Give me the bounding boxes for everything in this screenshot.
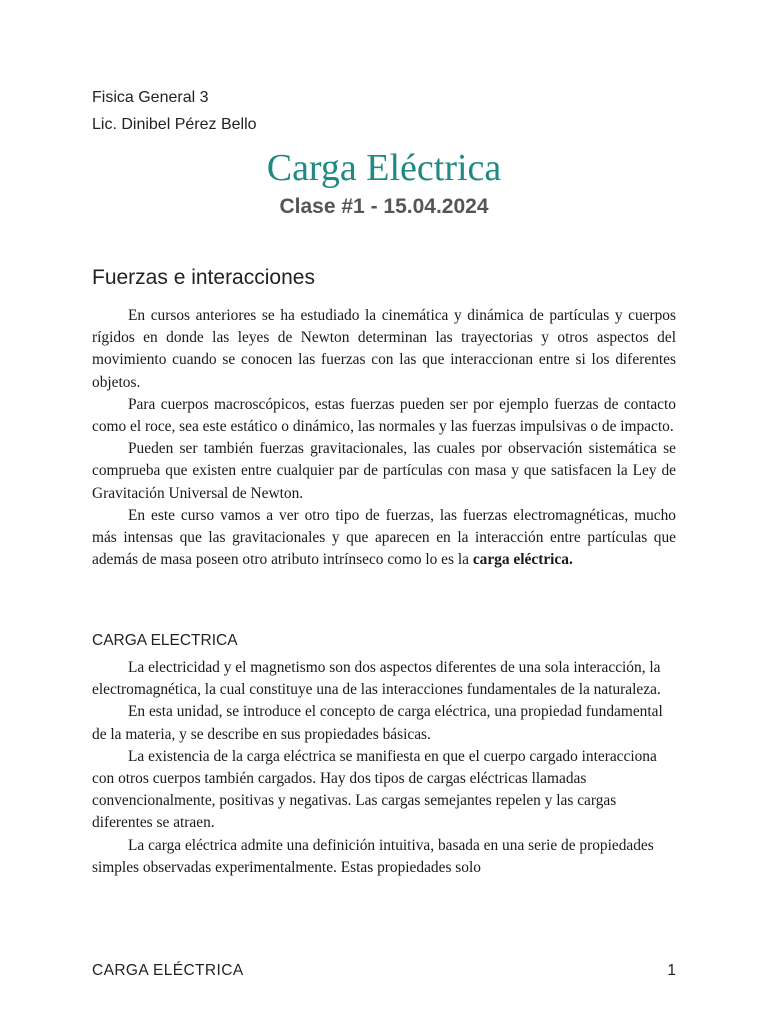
paragraph: Pueden ser también fuerzas gravitacionales, las cuales por observación sistemática se comprueba que existen entre cualquier par de partículas con masa y que satisfacen la Ley de Gravitación Universal de Newton.: [92, 440, 676, 502]
paragraph: La existencia de la carga eléctrica se manifiesta en que el cuerpo cargado interacciona con otros cuerpos también cargados. Hay dos tipos de cargas eléctricas llamadas convencionalmente, positivas y negativas. Las cargas semejantes repelen y las cargas diferentes se atraen.: [92, 747, 657, 832]
course-name: Fisica General 3: [92, 89, 209, 106]
paragraph: [92, 505, 676, 572]
paragraph-text: En este curso vamos a ver otro tipo de fuerzas, las fuerzas electromagnéticas, mucho más intensas que las gravitacionales y que aparecen en la interacción entre partículas que además de masa poseen otro atributo intrínseco como lo es la: [92, 506, 676, 569]
section-body-carga: [92, 657, 676, 879]
section-body-fuerzas: [92, 305, 676, 571]
paragraph: En esta unidad, se introduce el concepto de carga eléctrica, una propiedad fundamental de la materia, y se describe en sus propiedades básicas.: [92, 703, 663, 743]
author-name: Lic. Dinibel Pérez Bello: [92, 116, 257, 133]
document-title: Carga Eléctrica: [266, 147, 502, 189]
document-subtitle: Clase #1 - 15.04.2024: [279, 195, 489, 218]
paragraph: La electricidad y el magnetismo son dos aspectos diferentes de una sola interacción, la electromagnética, la cual constituye una de las interacciones fundamentales de la naturaleza.: [92, 659, 661, 699]
paragraph: La carga eléctrica admite una definición intuitiva, basada en una serie de propiedades simples observadas experimentalmente. Estas propiedades solo: [92, 836, 654, 876]
section-heading-fuerzas: Fuerzas e interacciones: [92, 266, 315, 289]
section-heading-carga: CARGA ELECTRICA: [92, 632, 238, 649]
page-number: 1: [667, 962, 676, 979]
paragraph: En cursos anteriores se ha estudiado la cinemática y dinámica de partículas y cuerpos rígidos en donde las leyes de Newton determinan las trayectorias y otros aspectos del movimiento cuando se conocen las fuerzas con las que interaccionan entre si los diferentes objetos.: [92, 307, 676, 391]
bold-term: carga eléctrica.: [472, 551, 573, 569]
footer-title: CARGA ELÉCTRICA: [92, 962, 244, 979]
paragraph: Para cuerpos macroscópicos, estas fuerzas pueden ser por ejemplo fuerzas de contacto como el roce, sea este estático o dinámico, las normales y las fuerzas impulsivas o de impacto.: [92, 395, 676, 436]
